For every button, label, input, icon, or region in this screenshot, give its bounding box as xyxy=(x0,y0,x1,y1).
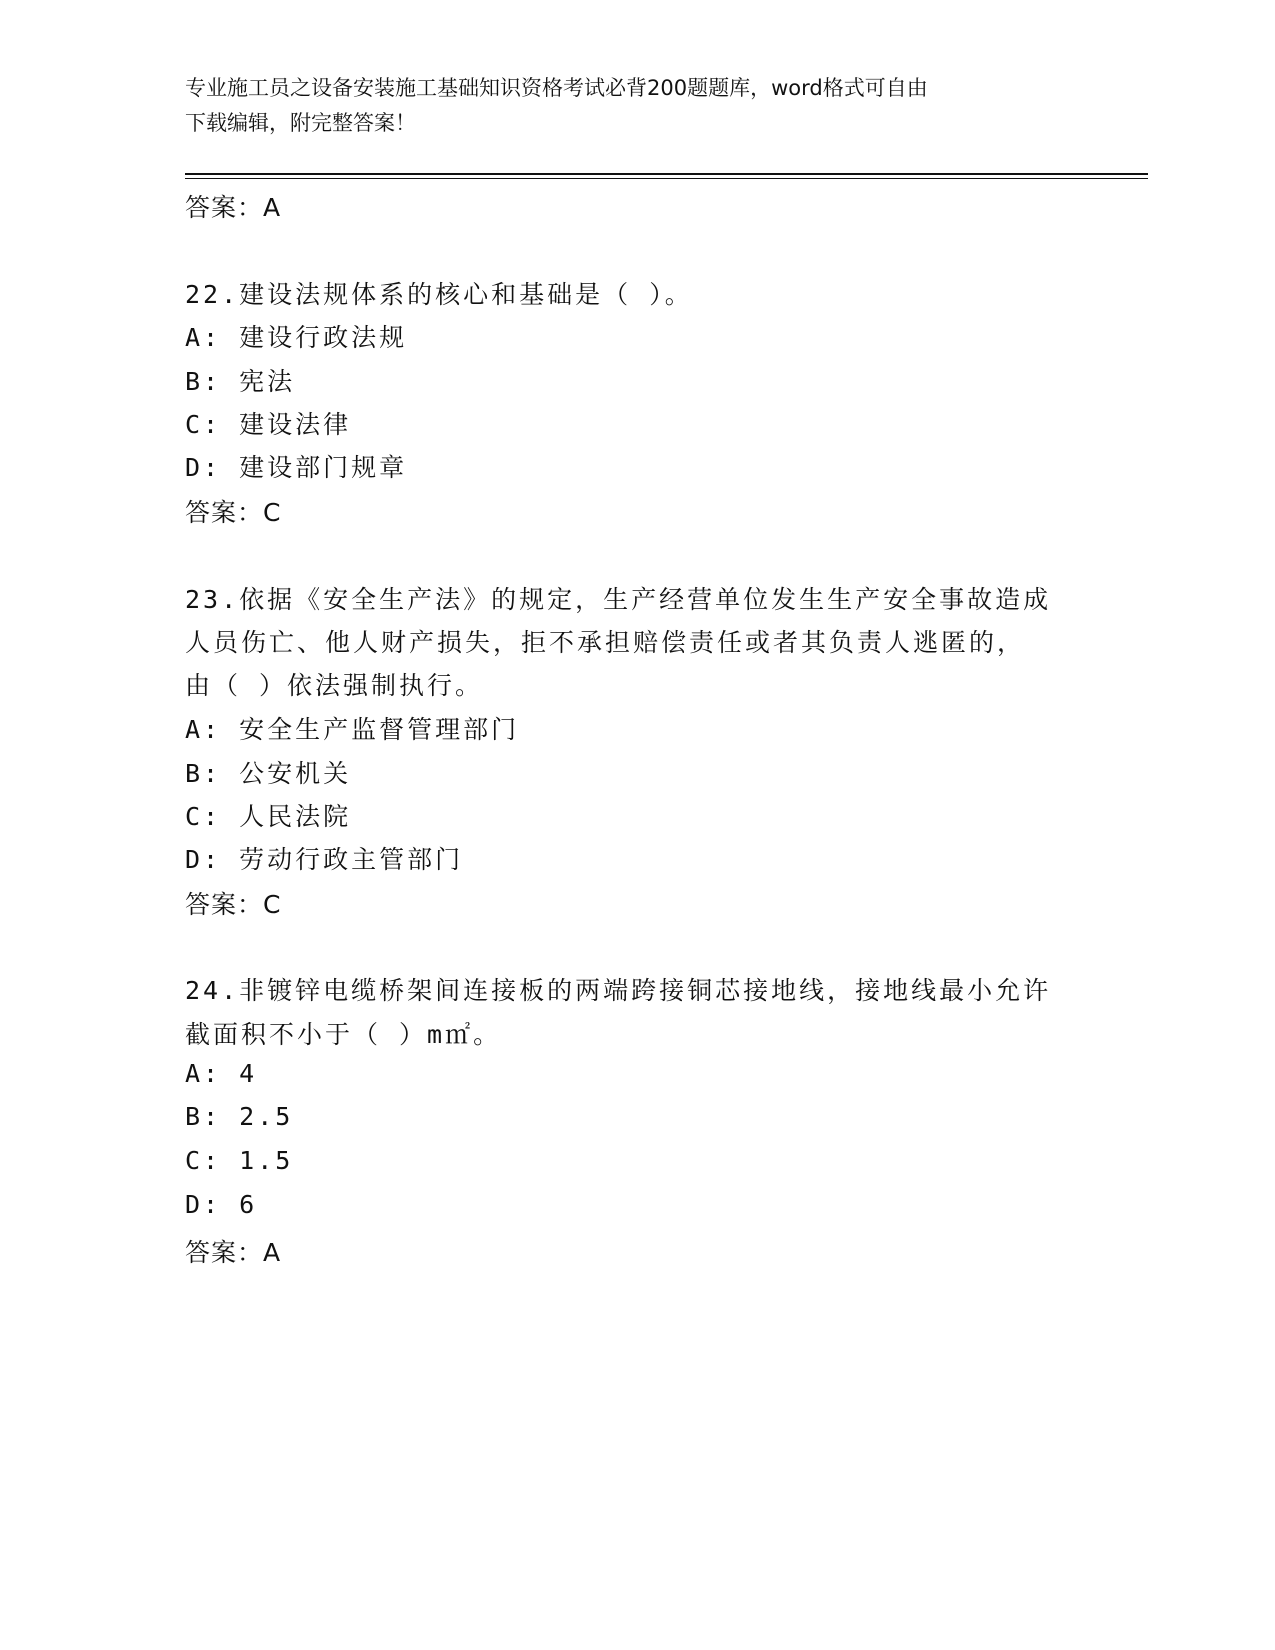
previous-answer: 答案：A xyxy=(185,193,282,222)
option-a: A: 安全生产监督管理部门 xyxy=(185,715,520,744)
question-stem-line: 人员伤亡、他人财产损失，拒不承担赔偿责任或者其负责人逃匿的， xyxy=(185,628,1026,657)
document-header-line-1: 专业施工员之设备安装施工基础知识资格考试必背200题题库，word格式可自由 xyxy=(185,76,928,100)
option-d: D: 建设部门规章 xyxy=(185,453,408,482)
option-b: B: 2.5 xyxy=(185,1102,294,1131)
option-b: B: 宪法 xyxy=(185,367,296,396)
answer: 答案：C xyxy=(185,498,282,527)
question-stem-line: 截面积不小于（ ）m㎡。 xyxy=(185,1020,502,1049)
question-stem-line: 由（ ）依法强制执行。 xyxy=(185,671,484,700)
option-b: B: 公安机关 xyxy=(185,759,352,788)
option-a: A: 建设行政法规 xyxy=(185,323,408,352)
option-d: D: 6 xyxy=(185,1190,258,1219)
document-header-line-2: 下载编辑，附完整答案！ xyxy=(185,111,416,135)
option-a: A: 4 xyxy=(185,1059,258,1088)
question-stem-line: 24.非镀锌电缆桥架间连接板的两端跨接铜芯接地线，接地线最小允许 xyxy=(185,976,1052,1005)
answer: 答案：C xyxy=(185,890,282,919)
option-c: C: 1.5 xyxy=(185,1146,294,1175)
option-c: C: 建设法律 xyxy=(185,410,352,439)
option-c: C: 人民法院 xyxy=(185,802,352,831)
header-divider-bottom xyxy=(185,178,1148,179)
option-d: D: 劳动行政主管部门 xyxy=(185,845,464,874)
question-stem-line: 22.建设法规体系的核心和基础是（ ）。 xyxy=(185,280,693,309)
header-divider-top xyxy=(185,173,1148,175)
question-stem-line: 23.依据《安全生产法》的规定，生产经营单位发生生产安全事故造成 xyxy=(185,585,1052,614)
answer: 答案：A xyxy=(185,1238,282,1267)
